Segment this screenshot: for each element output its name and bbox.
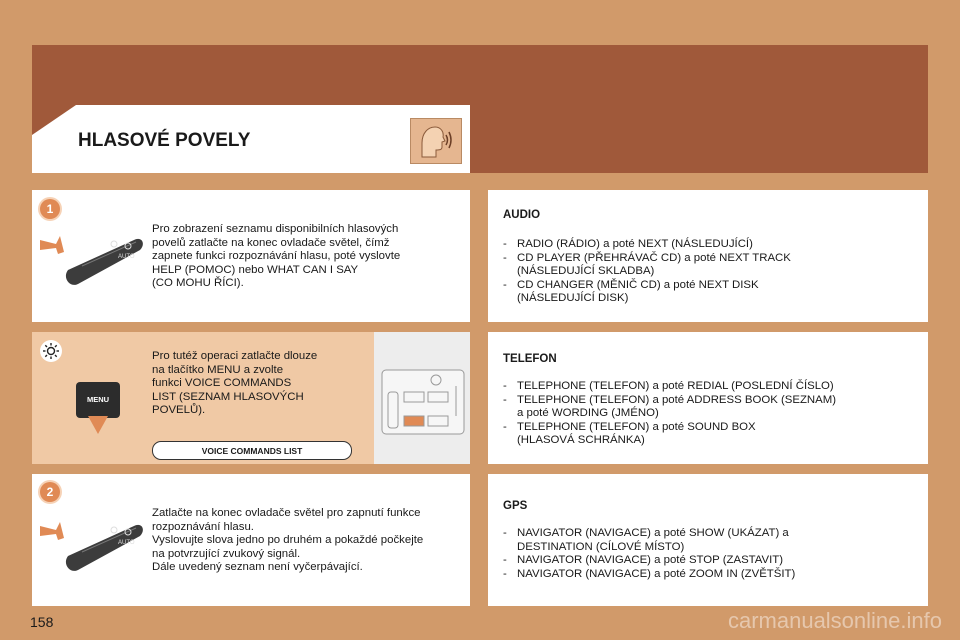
list-item: - NAVIGATOR (NAVIGACE) a poté SHOW (UKÁZAT) a DESTINATION (CÍLOVÉ MÍSTO) [503,527,913,554]
svg-text:AUTO: AUTO [118,540,135,546]
list-item: - TELEPHONE (TELEFON) a poté ADDRESS BOOK (SEZNAM) a poté WORDING (JMÉNO) [503,394,918,421]
sun-tip-icon [40,340,62,367]
watermark: carmanualsonline.info [727,608,942,633]
telefon-list [503,380,918,448]
gps-title: GPS [503,500,528,512]
list-item: - TELEPHONE (TELEFON) a poté REDIAL (POSLEDNÍ ČÍSLO) [503,380,918,394]
list-item: - NAVIGATOR (NAVIGACE) a poté ZOOM IN (ZVĚTŠIT) [503,568,913,582]
step1-text: Pro zobrazení seznamu disponibilních hlasových povelů zatlačte na konec ovladače světel, čímž zapnete funkci rozpoznávání hlasu, poté vyslovte HELP (POMOC) nebo WHAT CAN I SAY (CO MOHU ŘÍCI). [152,223,401,290]
page-title: HLASOVÉ POVELY [78,130,251,151]
list-item: - RADIO (RÁDIO) a poté NEXT (NÁSLEDUJÍCÍ) [503,238,913,252]
gps-list [503,527,913,581]
step2-text: Zatlačte na konec ovladače světel pro zapnutí funkce rozpoznávání hlasu. Vyslovujte slova jedno po druhém a pokaždé počkejte na potvrzující zvukový signál. Dále uvedený seznam není vyčerpávající. [152,507,424,574]
voice-commands-list-button[interactable]: VOICE COMMANDS LIST [152,441,352,460]
menu-button-image [74,378,122,441]
list-item: - NAVIGATOR (NAVIGACE) a poté STOP (ZASTAVIT) [503,554,913,568]
radio-unit-photo [374,332,470,464]
list-item: - TELEPHONE (TELEFON) a poté SOUND BOX (HLASOVÁ SCHRÁNKA) [503,421,918,448]
step-badge-2: 2 [40,482,60,502]
telefon-title: TELEFON [503,353,557,365]
page-number: 158 [30,614,54,630]
list-item: - CD PLAYER (PŘEHRÁVAČ CD) a poté NEXT TRACK (NÁSLEDUJÍCÍ SKLADBA) [503,252,913,279]
tip-text: Pro tutéž operaci zatlačte dlouze na tlačítko MENU a zvolte funkci VOICE COMMANDS LIST (SEZNAM HLASOVÝCH POVELŮ). [152,350,318,417]
list-item: - CD CHANGER (MĚNIČ CD) a poté NEXT DISK (NÁSLEDUJÍCÍ DISK) [503,279,913,306]
voice-speaking-icon [410,118,462,164]
menu-button-label: MENU [86,395,110,404]
light-stalk-image-1 [38,222,148,297]
svg-text:AUTO: AUTO [118,254,135,260]
light-stalk-image-2 [38,508,148,583]
step-badge-1: 1 [40,199,60,219]
audio-list [503,238,913,306]
audio-title: AUDIO [503,209,541,221]
